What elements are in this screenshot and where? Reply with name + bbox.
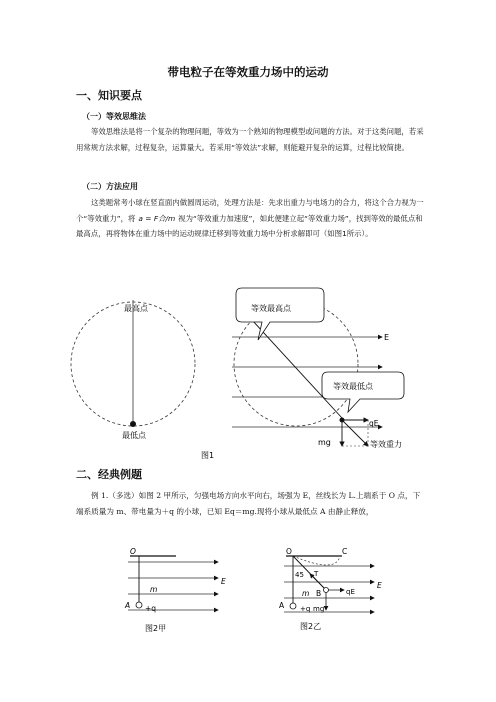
paragraph-part-1: 这类题常考小球在竖直面内做圆周运动，处理方法是：先求出重力与电场力的合力，将这个合力视为一个“等效重力”，将 bbox=[76, 198, 424, 223]
label-equivalent-gravity: 等效重力 bbox=[370, 440, 402, 449]
section-heading-knowledge: 一、知识要点 bbox=[76, 89, 142, 102]
label-equivalent-lowest: 等效最低点 bbox=[333, 382, 373, 391]
label-E-2b: E bbox=[377, 581, 382, 590]
label-O-2a: O bbox=[130, 547, 136, 556]
label-C-2b: C bbox=[342, 547, 348, 556]
page-title: 带电粒子在等效重力场中的运动 bbox=[167, 65, 329, 79]
ball-right bbox=[340, 418, 345, 423]
figure-2b bbox=[266, 544, 396, 636]
ball-left bbox=[130, 421, 136, 427]
label-mg-2b: mg bbox=[313, 605, 325, 613]
label-E-2a: E bbox=[221, 577, 226, 586]
label-E-fig1: E bbox=[384, 333, 390, 342]
figure-2b-caption: 图2乙 bbox=[300, 622, 322, 631]
label-qE-2b: qE bbox=[346, 588, 355, 596]
label-q-2a: +q bbox=[145, 604, 157, 613]
example-1-text: 例 1.（多选）如图 2 甲所示，匀强电场方向水平向右，场强为 E，丝线长为 L.上端系于 O 点，下端系质量为 m、带电量为＋q 的小球，已知 Eq＝mg.现将小球从最低点 A 由静止释放， bbox=[76, 491, 421, 516]
label-m-2a: m bbox=[150, 585, 158, 594]
figure-2a-caption: 图2甲 bbox=[145, 624, 167, 633]
string-diagonal bbox=[252, 320, 342, 418]
label-equivalent-highest: 等效最高点 bbox=[251, 304, 291, 313]
label-q-2b: +q bbox=[300, 605, 311, 613]
label-mg-fig1: mg bbox=[318, 438, 331, 447]
label-angle-2b: 45 bbox=[295, 571, 304, 579]
ball-2a bbox=[136, 602, 142, 608]
callout-equivalent-lowest bbox=[322, 372, 404, 412]
subheading-method-application: （二）方法应用 bbox=[82, 182, 138, 191]
formula-effective-acceleration: a = F合/m bbox=[138, 213, 176, 223]
ball-A-2b bbox=[290, 603, 296, 609]
label-qE-fig1: qE bbox=[369, 419, 379, 428]
label-O-2b: O bbox=[286, 547, 292, 556]
arrow-equivalent-gravity bbox=[342, 420, 368, 446]
subheading-equivalent-thinking: （一）等效思维法 bbox=[82, 112, 146, 121]
label-A-2a: A bbox=[125, 601, 131, 610]
label-T-2b: T bbox=[314, 570, 319, 578]
label-m-2b: m bbox=[302, 589, 310, 598]
label-B-2b: B bbox=[316, 589, 322, 598]
label-highest-point: 最高点 bbox=[124, 304, 148, 313]
label-lowest-point: 最低点 bbox=[122, 431, 146, 440]
label-A-2b: A bbox=[279, 601, 285, 610]
figure-2a bbox=[110, 544, 240, 634]
figure-1-caption: 图1 bbox=[201, 451, 215, 460]
callout-equivalent-highest bbox=[236, 288, 324, 340]
ball-B-2b bbox=[324, 588, 329, 593]
paragraph-part-2: 视为“等效重力加速度”，如此便建立起“等效重力场”，找到等效的最低点和最高点，再将物体在重力场中的运动规律迁移到等效重力场中分析求解即可（如图1所示）。 bbox=[76, 213, 423, 238]
section-heading-examples: 二、经典例题 bbox=[76, 468, 142, 481]
paragraph-equivalent-thinking: 等效思维法是将一个复杂的物理问题，等效为一个熟知的物理模型或问题的方法。对于这类问题，若采用常规方法求解，过程复杂，运算量大。若采用“等效法”求解，则能避开复杂的运算，过程比较简捷。 bbox=[76, 127, 424, 152]
